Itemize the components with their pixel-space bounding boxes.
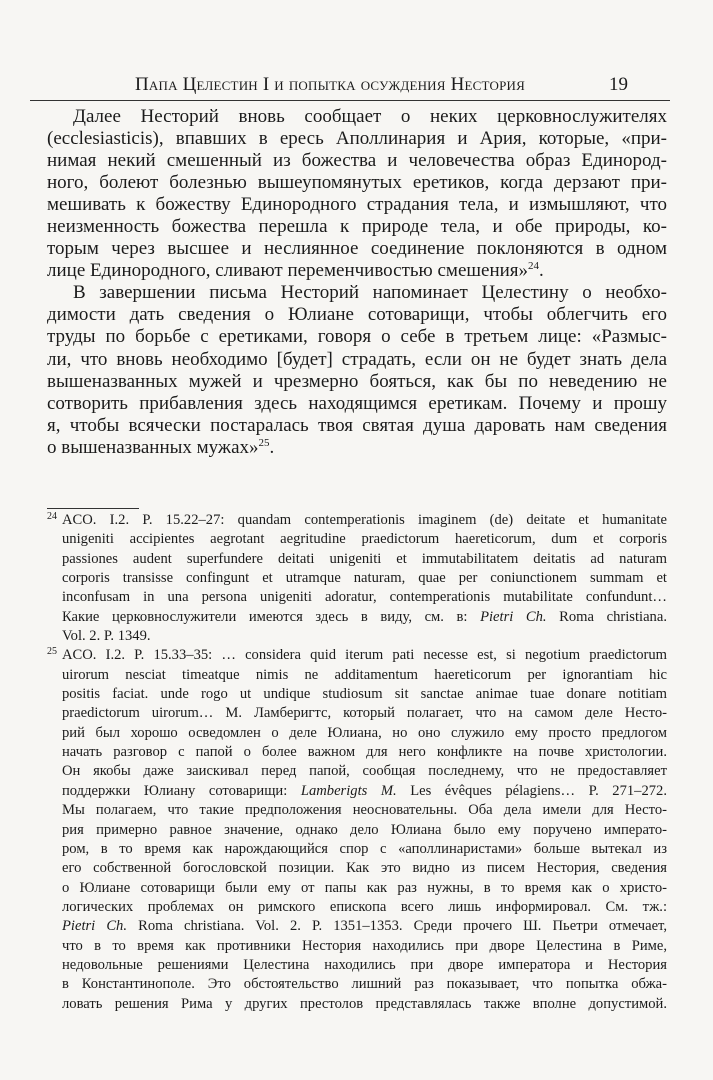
text-segment: нимая некий смешенный из божества и человечества образ Единород- — [47, 150, 667, 172]
text-segment: ловать решения Рима у других престолов представлялась также вполне допустимой. — [62, 995, 667, 1012]
footnote-number: 25 — [47, 646, 57, 658]
text-segment: о Юлиане сотоварищи были ему от папы как раз нужны, в то время как о христо- — [62, 879, 667, 896]
text-segment: димости дать сведения о Юлиане сотоварищи, чтобы облегчить его — [47, 304, 667, 326]
text-segment: недовольные решениями Целестина находились при дворе императора и Нестория — [62, 956, 667, 973]
text-segment: positis faciat. unde rogo ut undique studiosum sit sanctae animae tuae donare notitiam — [62, 686, 667, 703]
text-segment: в Константинополе. Это обстоятельство лишний раз показывает, что попытка обжа- — [62, 976, 667, 993]
footnotes — [47, 511, 667, 1014]
text-segment: мешивать к божеству Единородного страдания тела, и измышляют, что — [47, 194, 667, 216]
body-line — [47, 172, 667, 194]
body-line — [47, 150, 667, 172]
text-segment: поддержки Юлиану сотоварищи: — [62, 782, 301, 799]
footnote-reference: 25 — [258, 436, 270, 449]
text-segment: passiones audent superfundere deitati unigeniti et immutabilitatem deitatis ad naturam — [62, 550, 667, 567]
footnote-line — [47, 724, 667, 743]
text-segment: логических проблемах он римского епископа всего лишь информировал. См. тж.: — [62, 898, 667, 915]
text-segment: сотворить прибавления здесь находящимся еретикам. Почему и прошу — [47, 392, 667, 414]
page-number: 19 — [609, 74, 628, 95]
italic-author: Pietri Ch. — [480, 608, 547, 625]
footnote-line — [47, 956, 667, 975]
main-text — [47, 106, 667, 459]
text-segment: я, чтобы всячески постаралась твоя святая душа даровать нам сведения — [47, 414, 667, 436]
footnote-line — [47, 917, 667, 936]
body-line — [47, 260, 667, 282]
running-header-title: Папа Целестин I и попытка осуждения Нестория — [135, 74, 525, 95]
footnote-line — [47, 879, 667, 898]
body-line — [47, 393, 667, 415]
text-segment: его собственной богословской позиции. Как это видно из писем Нестория, сведения — [62, 860, 667, 877]
text-segment: о вышеназванных мужах» — [47, 436, 259, 458]
text-segment: (ecclesiasticis), впавших в ересь Аполлинария и Ария, которые, «при- — [47, 128, 667, 150]
body-line — [47, 415, 667, 437]
text-segment: лице Единородного, сливают переменчивостью смешения» — [47, 260, 529, 282]
italic-author: Lamberigts M. — [300, 782, 397, 799]
body-line — [47, 304, 667, 326]
text-segment: ACO. I.2. P. 15.22–27: quandam contemperationis imaginem (de) deitate et humanitate — [62, 512, 667, 528]
body-line — [47, 194, 667, 216]
text-segment: corporis transisse confingunt et utramque naturam, quae per coniunctionem summam et — [62, 570, 667, 587]
footnote-line — [47, 704, 667, 723]
running-header — [30, 74, 670, 101]
footnote-line — [47, 588, 667, 607]
text-segment: торым через высшее и неслиянное соединение поклоняются в одном — [47, 238, 667, 260]
body-line — [47, 437, 667, 459]
body-line — [47, 326, 667, 348]
footnote-line — [47, 646, 667, 665]
footnote-number: 24 — [47, 511, 57, 522]
text-segment: ACO. I.2. P. 15.33–35: … considera quid iterum pati necesse est, si negotium praedictorum — [62, 647, 667, 664]
body-line — [47, 106, 667, 128]
text-segment: ром, в то время как нарождающийся спор с «аполлинаристами» больше вытекал из — [62, 840, 667, 857]
footnote-line — [47, 821, 667, 840]
footnote-line — [47, 511, 667, 530]
footnote-line — [47, 995, 667, 1014]
text-segment: . — [539, 260, 544, 282]
footnote-line — [47, 666, 667, 685]
footnote-line — [47, 937, 667, 956]
text-segment: inconfusam in una persona unigeniti adoratur, contemperationis mutabilitate confundunt… — [62, 589, 667, 606]
footnote-line — [47, 743, 667, 762]
footnote-line — [47, 859, 667, 878]
text-segment: ли, что вновь необходимо [будет] страдать, если он не будет знать дела — [47, 348, 667, 370]
body-line — [47, 238, 667, 260]
footnote-line — [47, 801, 667, 820]
text-segment: рия примерно равное значение, однако дело Юлиана было ему поручено императо- — [62, 821, 667, 838]
text-segment: начать разговор с папой о более важном для него конфликте на почве христологии. — [62, 744, 667, 761]
text-segment: ного, болеют болезнью вышеупомянутых еретиков, когда дерзают при- — [47, 172, 667, 194]
body-line — [47, 216, 667, 238]
footnote-line — [47, 898, 667, 917]
text-segment: Roma christiana. — [546, 608, 667, 625]
text-segment: Roma christiana. Vol. 2. P. 1351–1353. Среди прочего Ш. Пьетри отмечает, — [127, 918, 667, 935]
text-segment: praedictorum uirorum… М. Ламберигтс, который полагает, что на самом деле Несто- — [62, 705, 667, 722]
body-line — [47, 371, 667, 393]
text-segment: труды по борьбе с еретиками, говоря о себе в третьем лице: «Размыс- — [47, 326, 667, 348]
italic-author: Pietri Ch. — [62, 918, 127, 935]
text-segment: Мы полагаем, что такие предположения неосновательны. Оба дела имели для Несто- — [62, 802, 667, 819]
text-segment: . — [269, 436, 275, 458]
footnote-line — [47, 782, 667, 801]
text-segment: Vol. 2. P. 1349. — [62, 628, 151, 645]
text-segment: неизменность божества перешла к природе тела, и обе природы, ко- — [47, 216, 667, 238]
text-segment: unigeniti accipientes aegrotant aegritudine praedictorum haereticorum, dum et corporis — [62, 531, 667, 548]
text-segment: В завершении письма Несторий напоминает Целестину о необхо- — [73, 282, 667, 304]
footnote-line — [47, 685, 667, 704]
footnote-line — [47, 608, 667, 627]
footnote-line — [47, 530, 667, 549]
footnote-separator — [47, 508, 139, 509]
text-segment: Какие церковнослужители имеются здесь в виду, см. в: — [62, 608, 481, 625]
text-segment: рий был хорошо осведомлен о деле Юлиана, но оно служило ему просто предлогом — [62, 724, 667, 741]
footnote-line — [47, 762, 667, 781]
footnote-reference: 24 — [528, 260, 540, 273]
footnote-line — [47, 627, 667, 646]
text-segment: вышеназванных мужей и чрезмерно бояться, как бы по неведению не — [47, 370, 667, 392]
text-segment: Les évêques pélagiens… P. 271–272. — [396, 782, 667, 799]
body-line — [47, 349, 667, 371]
footnote-line — [47, 569, 667, 588]
body-line — [47, 282, 667, 304]
footnote-line — [47, 550, 667, 569]
body-line — [47, 128, 667, 150]
footnote-line — [47, 975, 667, 994]
text-segment: uirorum nesciat timeatque nimis ne additamentum haereticorum per ignorantiam hic — [62, 666, 667, 683]
footnote-line — [47, 840, 667, 859]
text-segment: Далее Несторий вновь сообщает о неких церковнослужителях — [73, 106, 667, 127]
text-segment: Он якобы даже заискивал перед папой, сообщая последнему, что не предоставляет — [62, 763, 667, 780]
text-segment: что в то время как противники Нестория находились при дворе Целестина в Риме, — [62, 937, 667, 954]
